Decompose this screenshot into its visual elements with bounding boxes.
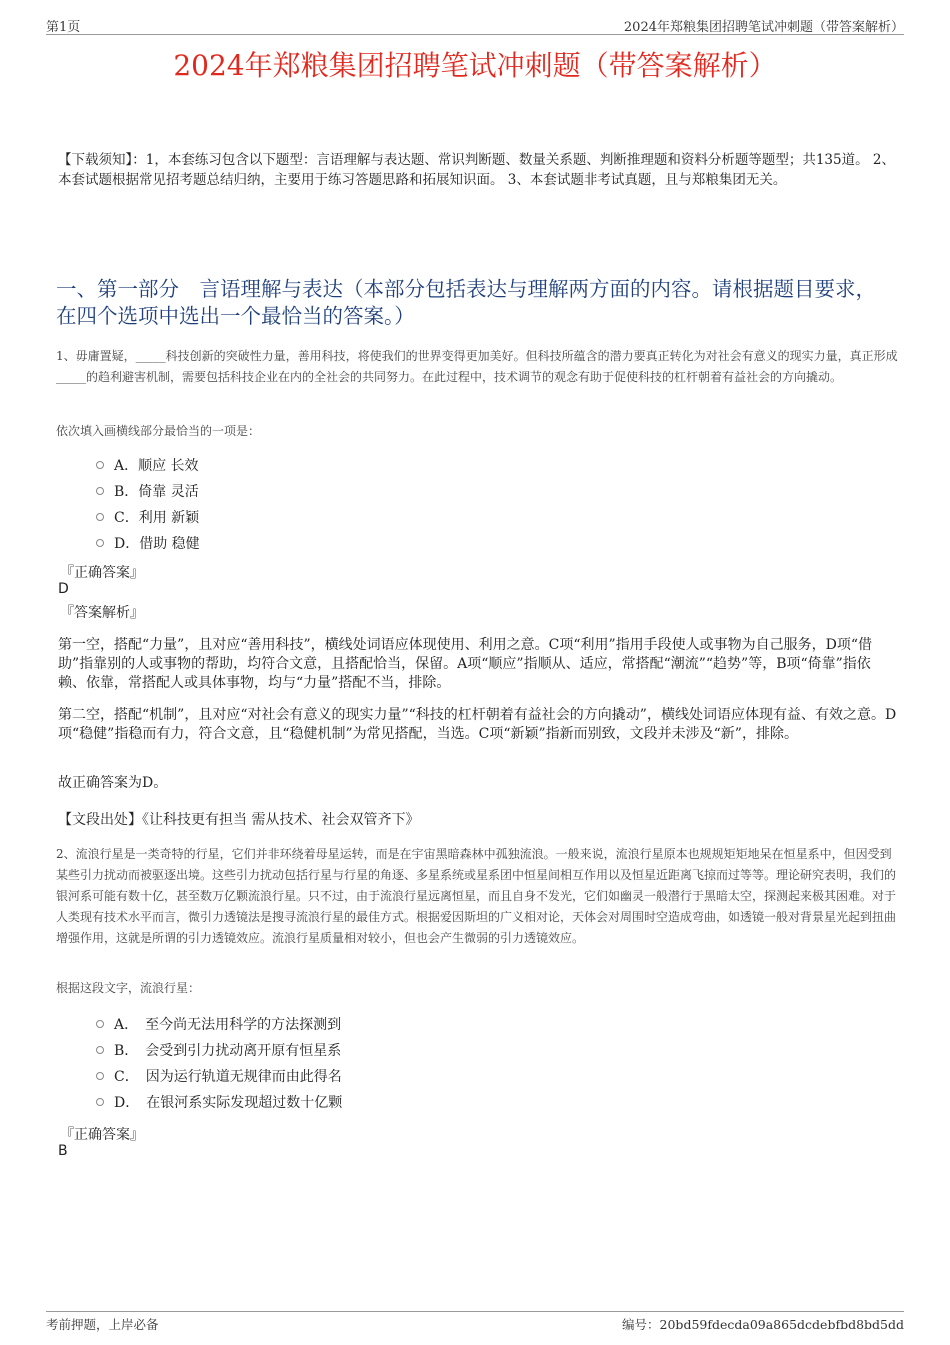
analysis-label: 『答案解析』 <box>60 605 144 621</box>
download-notice: 【下载须知】：1，本套练习包含以下题型：言语理解与表达题、常识判断题、数量关系题、判断推理题和资料分析题等题型；共135道。 2、本套试题根据常见招考题总结归纳，主要用于练习答题思路和拓展知识面。 3、本套试题非考试真题，且与郑粮集团无关。 <box>58 152 895 188</box>
answer-value: D <box>58 581 69 597</box>
question-1-prompt: 依次填入画横线部分最恰当的一项是： <box>56 424 261 438</box>
analysis-paragraph-2: 第二空，搭配“机制”，且对应“对社会有意义的现实力量”“科技的杠杆朝着有益社会的方向撬动”，横线处词语应体现有益、有效之意。D项“稳健”指稳而有力，符合文意，且“稳健机制”为常见搭配，当选。C项“新颖”指新而别致，文段并未涉及“新”，排除。 <box>58 707 897 742</box>
radio-icon[interactable] <box>96 1020 104 1028</box>
radio-icon[interactable] <box>96 1098 104 1106</box>
answer-label: 『正确答案』 <box>60 565 144 581</box>
document-title: 2024年郑粮集团招聘笔试冲刺题（带答案解析） <box>173 49 777 82</box>
page-footer <box>46 1311 904 1334</box>
source-citation: 【文段出处】《让科技更有担当 需从技术、社会双管齐下》 <box>58 812 420 828</box>
option-c[interactable]: C．利用 新颖 <box>96 504 200 530</box>
option-c[interactable]: C． 因为运行轨道无规律而由此得名 <box>96 1063 342 1089</box>
option-d[interactable]: D． 在银河系实际发现超过数十亿颗 <box>96 1089 342 1115</box>
footer-doc-id: 编号：20bd59fdecda09a865dcdebfbd8bd5dd <box>622 1317 904 1332</box>
radio-icon[interactable] <box>96 487 104 495</box>
question-1-options <box>96 452 200 556</box>
option-b[interactable]: B． 会受到引力扰动离开原有恒星系 <box>96 1037 342 1063</box>
page-header <box>46 14 904 35</box>
radio-icon[interactable] <box>96 1046 104 1054</box>
option-a[interactable]: A． 至今尚无法用科学的方法探测到 <box>96 1011 342 1037</box>
section-heading: 一、第一部分 言语理解与表达（本部分包括表达与理解两方面的内容。请根据题目要求，在四个选项中选出一个最恰当的答案。） <box>56 277 876 328</box>
answer-value: B <box>58 1143 68 1159</box>
radio-icon[interactable] <box>96 1072 104 1080</box>
analysis-conclusion: 故正确答案为D。 <box>58 775 168 791</box>
option-d[interactable]: D．借助 稳健 <box>96 530 200 556</box>
radio-icon[interactable] <box>96 461 104 469</box>
header-doc-title: 2024年郑粮集团招聘笔试冲刺题（带答案解析） <box>623 20 904 35</box>
option-b[interactable]: B．倚靠 灵活 <box>96 478 200 504</box>
option-a[interactable]: A．顺应 长效 <box>96 452 200 478</box>
footer-slogan: 考前押题，上岸必备 <box>46 1317 159 1332</box>
page-number: 第1页 <box>46 20 81 35</box>
answer-label: 『正确答案』 <box>60 1127 144 1143</box>
radio-icon[interactable] <box>96 513 104 521</box>
question-2-prompt: 根据这段文字，流浪行星： <box>56 981 201 995</box>
question-1-text: 1、毋庸置疑，_____科技创新的突破性力量，善用科技，将使我们的世界变得更加美好。但科技所蕴含的潜力要真正转化为对社会有意义的现实力量，真正形成_____的趋利避害机制，需要包括科技企业在内的全社会的共同努力。在此过程中，技术调节的观念有助于促使科技的杠杆朝着有益社会的方向撬动。 <box>56 349 898 384</box>
radio-icon[interactable] <box>96 539 104 547</box>
question-2-options <box>96 1011 342 1115</box>
analysis-paragraph-1: 第一空，搭配“力量”，且对应“善用科技”，横线处词语应体现使用、利用之意。C项“利用”指用手段使人或事物为自己服务，D项“借助”指靠别的人或事物的帮助，均符合文意，且搭配恰当，保留。A项“顺应”指顺从、适应，常搭配“潮流”“趋势”等，B项“倚靠”指依赖、依靠，常搭配人或具体事物，均与“力量”搭配不当，排除。 <box>58 637 873 691</box>
question-2-text: 2、流浪行星是一类奇特的行星，它们并非环绕着母星运转，而是在宇宙黑暗森林中孤独流浪。一般来说，流浪行星原本也规规矩矩地呆在恒星系中，但因受到某些引力扰动而被驱逐出境。这些引力扰动包括行星与行星的角逐、多星系统或星系团中恒星间相互作用以及恒星近距离飞掠而过等等。理论研究表明，我们的银河系可能有数十亿，甚至数万亿颗流浪行星。只不过，由于流浪行星远离恒星，而且自身不发光，它们如幽灵一般潜行于黑暗太空，探测起来极其困难。对于人类现有技术水平而言，微引力透镜法是搜寻流浪行星的最佳方式。根据爱因斯坦的广义相对论，天体会对周围时空造成弯曲，如透镜一般对背景星光起到扭曲增强作用，这就是所谓的引力透镜效应。流浪行星质量相对较小，但也会产生微弱的引力透镜效应。 <box>56 847 897 945</box>
